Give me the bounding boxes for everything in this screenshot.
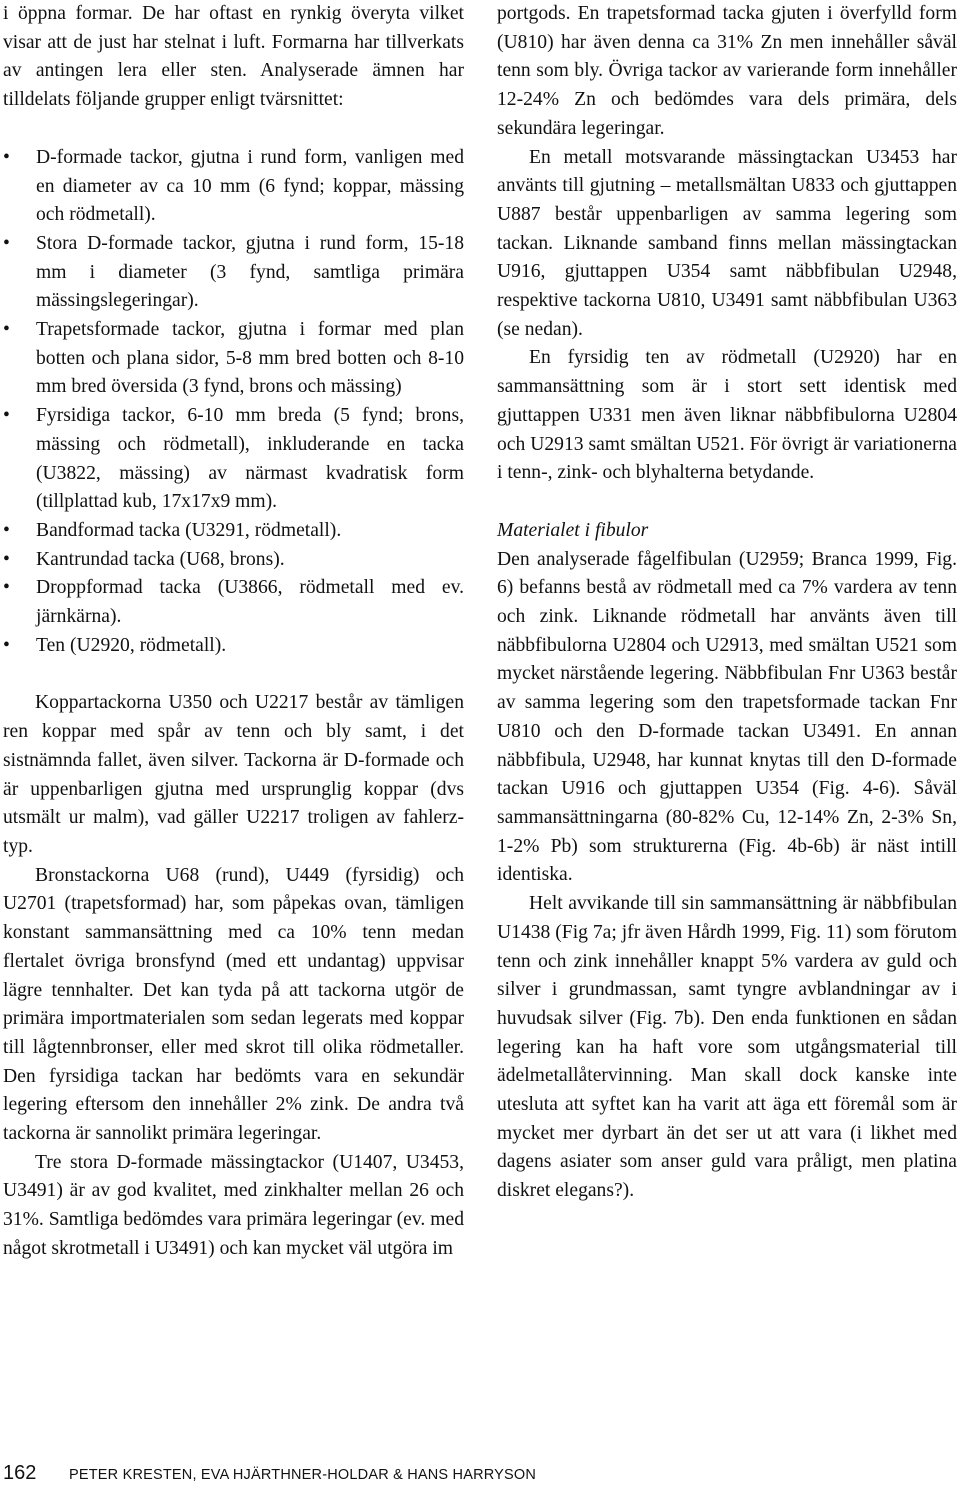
- list-item: • Stora D-formade tackor, gjutna i rund form, 15-18 mm i diameter (3 fynd, samtliga primära mässingslegeringar).: [3, 230, 464, 316]
- section-heading: Materialet i fibulor: [497, 519, 649, 541]
- bronze-paragraph: Bronstackorna U68 (rund), U449 (fyrsidig) och U2701 (trapetsformad) har, som påpekas ovan, tämligen konstant sammansättning med ca 10% tenn medan flertalet övriga bronsfynd (med ett undantag) uppvisar lägre tennhalter. Det kan tyda på att tackorna utgör de primära importmaterialen som sedan legerats med koppar till lågtennbronser, eller med skrot till olika rödmetaller. Den fyrsidiga tackan har bedömts vara en sekundär legering eftersom den innehåller 2% zink. De andra två tackorna är sannolikt primära legeringar.: [3, 864, 464, 1145]
- page-number: 162: [3, 1462, 37, 1484]
- list-item: • Kantrundad tacka (U68, brons).: [3, 546, 464, 575]
- left-column: [3, 0, 464, 1264]
- metal-paragraph: En metall motsvarande mässingtackan U3453 har använts till gjutning – metallsmältan U833 och gjuttappen U887 består uppenbarligen av samma legering som tackan. Liknande samband finns mellan mässingtackan U916, gjuttappen U354 samt näbbfibulan U2948, respektive tackorna U810, U3491 samt näbbfibulan U363 (se nedan).: [497, 146, 957, 340]
- list-item: • Trapetsformade tackor, gjutna i formar med plan botten och plana sidor, 5-8 mm bred botten och 8-10 mm bred översida (3 fynd, brons och mässing): [3, 316, 464, 402]
- list-item: • D-formade tackor, gjutna i rund form, vanligen med en diameter av ca 10 mm (6 fynd; koppar, mässing och rödmetall).: [3, 144, 464, 230]
- list-item: • Bandformad tacka (U3291, rödmetall).: [3, 517, 464, 546]
- alloy-group-list: [3, 144, 464, 661]
- spacer: [3, 660, 464, 689]
- spacer: [497, 488, 957, 517]
- running-head: PETER KRESTEN, EVA HJÄRTHNER-HOLDAR & HANS HARRYSON: [69, 1467, 537, 1483]
- fibula-paragraph: Den analyserade fågelfibulan (U2959; Branca 1999, Fig. 6) befanns bestå av rödmetall med ca 7% vardera av tenn och zink. Liknande rödmetall har använts även till näbbfibulorna U2804 och U2913, med smältan U521 som mycket närstående legering. Näbbfibulan Fnr U363 består av samma legering som den trapetsformade tackan Fnr U810 och den D-formade tackan U3491. En annan näbbfibula, U2948, har kunnat knytas till den D-formade tackan U916 och gjuttappen U354 (Fig. 4-6). Såväl sammansättningarna (80-82% Cu, 12-14% Zn, 2-3% Sn, 1-2% Pb) som strukturerna (Fig. 4b-6b) är näst intill identiska.: [497, 548, 957, 886]
- page-footer: [3, 1462, 536, 1485]
- list-item: • Fyrsidiga tackor, 6-10 mm breda (5 fynd; brons, mässing och rödmetall), inkluderande en tacka (U3822, mässing) av närmast kvadratisk form (tillplattad kub, 17x17x9 mm).: [3, 402, 464, 517]
- intro-paragraph: i öppna formar. De har oftast en rynkig överyta vilket visar att de just har stelnat i luft. Formarna har tillverkats av antingen lera eller sten. Analyserade ämnen har tilldelats följande grupper enligt tvärsnittet:: [3, 3, 464, 111]
- list-item: • Ten (U2920, rödmetall).: [3, 632, 464, 661]
- brass-paragraph: Tre stora D-formade mässingtackor (U1407, U3453, U3491) är av god kvalitet, med zinkhalter mellan 26 och 31%. Samtliga bedömdes vara primära legeringar (ev. med något skrotmetall i U3491) och kan mycket väl utgöra im: [3, 1151, 464, 1259]
- continued-paragraph: portgods. En trapetsformad tacka gjuten i överfylld form (U810) har även denna ca 31% Zn men innehåller såväl tenn som bly. Övriga tackor av varierande form innehåller 12-24% Zn och bedömdes vara dels primära, dels sekundära legeringar.: [497, 3, 957, 139]
- right-column: [497, 0, 957, 1206]
- ten-paragraph: En fyrsidig ten av rödmetall (U2920) har en sammansättning som är i stort sett identisk med gjuttappen U331 men även liknar näbbfibulorna U2804 och U2913 samt smältan U521. För övrigt är variationerna i tenn-, zink- och blyhalterna betydande.: [497, 347, 957, 484]
- copper-paragraph: Koppartackorna U350 och U2217 består av tämligen ren koppar med spår av tenn och bly samt, i det sistnämnda fallet, även silver. Tackorna är D-formade och är uppenbarligen gjutna med ursprunglig koppar (dvs utsmält ur malm), vad gäller U2217 troligen av fahlerz-typ.: [3, 692, 464, 857]
- deviant-paragraph: Helt avvikande till sin sammansättning är näbbfibulan U1438 (Fig 7a; jfr även Hårdh 1999, Fig. 11) som förutom tenn och zink innehåller knappt 5% vardera av guld och silver i grundmassan, samt tyngre avblandningar av i huvudsak silver (Fig. 7b). Den enda funktionen en sådan legering kan ha haft vore som utgångsmaterial till ädelmetallåtervinning. Man skall dock kanske inte utesluta att syftet kan ha varit att äga ett föremål som är mycket mer dyrbart än det ser ut att vara (i likhet med dagens asiater som anser guld vara pråligt, men platina diskret elegans?).: [497, 893, 957, 1202]
- list-item: • Droppformad tacka (U3866, rödmetall med ev. järnkärna).: [3, 574, 464, 631]
